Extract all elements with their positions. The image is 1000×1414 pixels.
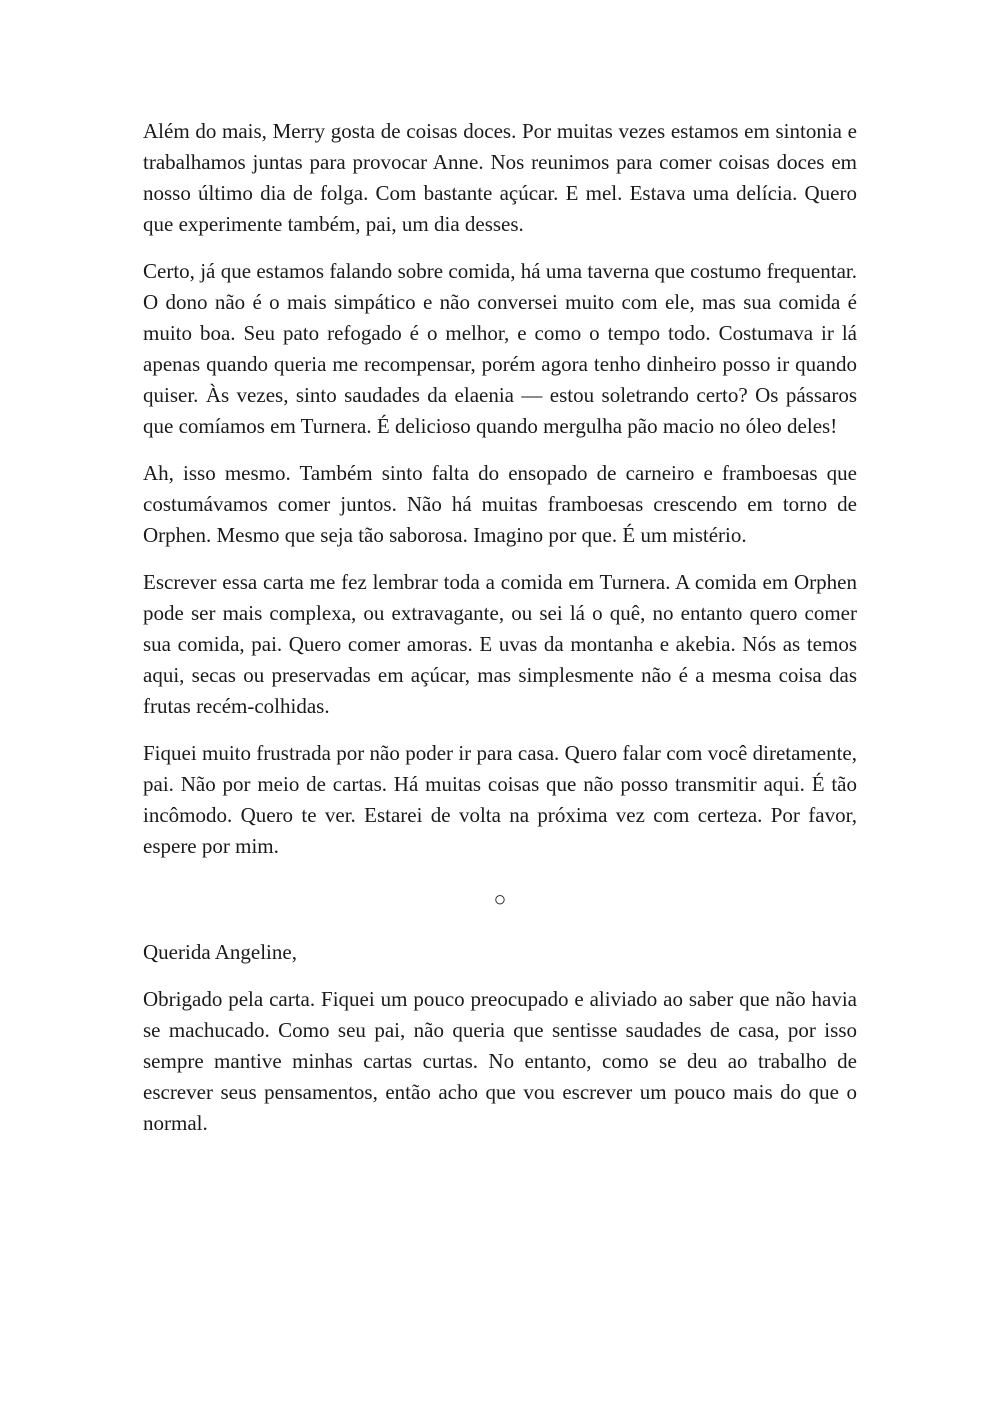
paragraph-turnera-food: Escrever essa carta me fez lembrar toda a comida em Turnera. A comida em Orphen pode ser mais complexa, ou extravagante, ou sei lá o quê, no entanto quero comer sua comida, pai. Quero comer amoras. E uvas da montanha e akebia. Nós as temos aqui, secas ou preservadas em açúcar, mas simplesmente não é a mesma coisa das frutas recém-colhidas.: [143, 570, 857, 718]
reply-paragraph: Obrigado pela carta. Fiquei um pouco preocupado e aliviado ao saber que não havia se machucado. Como seu pai, não queria que sentisse saudades de casa, por isso sempre mantive minhas cartas curtas. No entanto, como se deu ao trabalho de escrever seus pensamentos, então acho que vou escrever um pouco mais do que o normal.: [143, 987, 857, 1135]
paragraph-frustrated: Fiquei muito frustrada por não poder ir para casa. Quero falar com você diretamente, pai. Não por meio de cartas. Há muitas coisas que não posso transmitir aqui. É tão incômodo. Quero te ver. Estarei de volta na próxima vez com certeza. Por favor, espere por mim.: [143, 741, 857, 858]
paragraph-sweets: Além do mais, Merry gosta de coisas doces. Por muitas vezes estamos em sintonia e trabalhamos juntas para provocar Anne. Nos reunimos para comer coisas doces em nosso último dia de folga. Com bastante açúcar. E mel. Estava uma delícia. Quero que experimente também, pai, um dia desses.: [143, 119, 857, 236]
document-page: [143, 116, 857, 1155]
paragraph-raspberries: Ah, isso mesmo. Também sinto falta do ensopado de carneiro e framboesas que costumávamos comer juntos. Não há muitas framboesas crescendo em torno de Orphen. Mesmo que seja tão saborosa. Imagino por que. É um mistério.: [143, 461, 857, 547]
section-separator: ○: [493, 887, 507, 911]
reply-salutation: Querida Angeline,: [143, 940, 297, 964]
paragraph-tavern: Certo, já que estamos falando sobre comida, há uma taverna que costumo frequentar. O dono não é o mais simpático e não conversei muito com ele, mas sua comida é muito boa. Seu pato refogado é o melhor, e como o tempo todo. Costumava ir lá apenas quando queria me recompensar, porém agora tenho dinheiro posso ir quando quiser. Às vezes, sinto saudades da elaenia — estou soletrando certo? Os pássaros que comíamos em Turnera. É delicioso quando mergulha pão macio no óleo deles!: [143, 259, 857, 438]
